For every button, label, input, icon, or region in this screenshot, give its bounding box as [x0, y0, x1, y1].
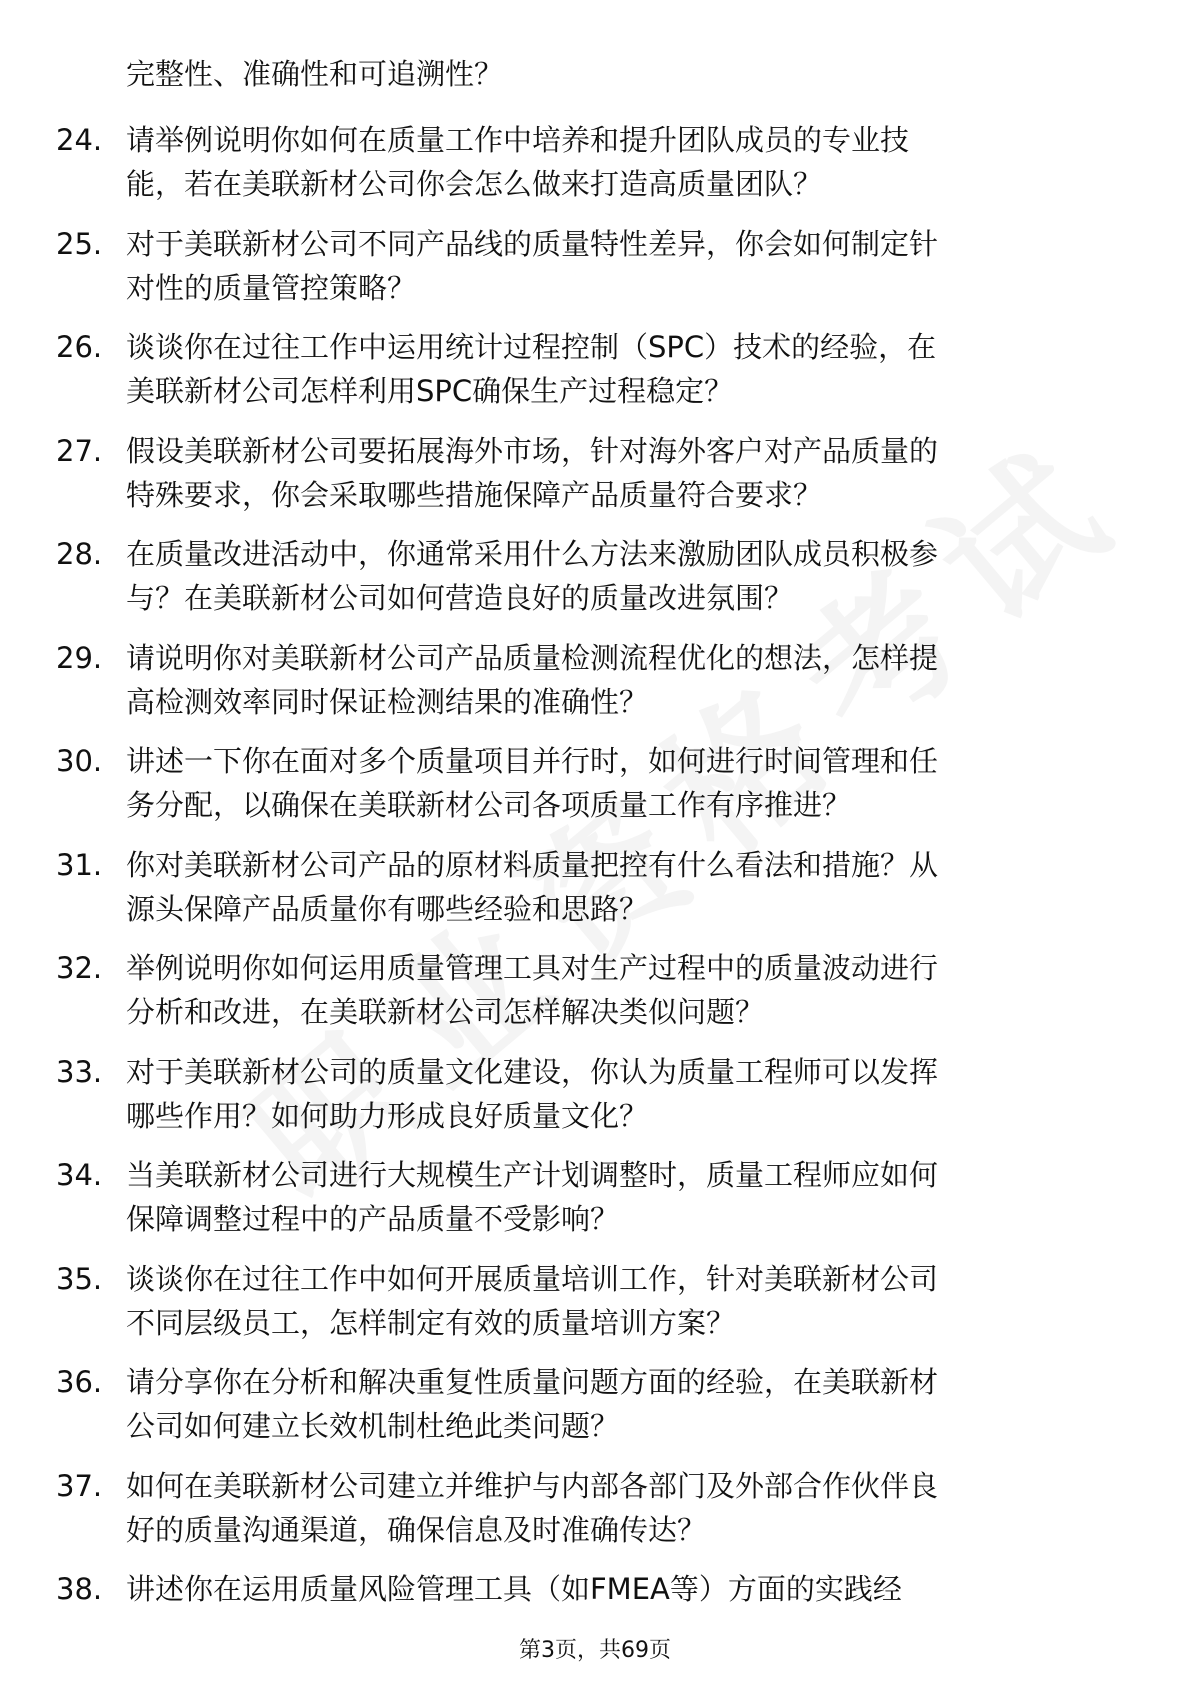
question-number: 25. [56, 226, 103, 261]
list-item [0, 843, 1190, 947]
question-number: 29. [56, 640, 103, 675]
question-text: 在质量改进活动中，你通常采用什么方法来激励团队成员积极参 与？在美联新材公司如何营造良好的质量改进氛围？ [126, 537, 939, 615]
list-item [0, 429, 1190, 533]
question-number: 35. [56, 1261, 103, 1296]
question-number: 38. [56, 1572, 103, 1606]
list-item [0, 1464, 1190, 1568]
continuation-text: 完整性、准确性和可追溯性？ [126, 57, 504, 91]
question-text: 举例说明你如何运用质量管理工具对生产过程中的质量波动进行 分析和改进，在美联新材公司怎样解决类似问题？ [126, 951, 939, 1029]
question-number: 32. [56, 951, 103, 985]
question-number: 37. [56, 1468, 103, 1503]
question-number: 28. [56, 537, 103, 571]
question-text: 如何在美联新材公司建立并维护与内部各部门及外部合作伙伴良 好的质量沟通渠道，确保信息及时准确传达？ [126, 1468, 939, 1547]
question-text: 对于美联新材公司不同产品线的质量特性差异，你会如何制定针 对性的质量管控策略？ [126, 226, 939, 305]
question-text: 当美联新材公司进行大规模生产计划调整时，质量工程师应如何 保障调整过程中的产品质量不受影响？ [126, 1158, 939, 1236]
list-item [0, 636, 1190, 740]
list-item [0, 118, 1190, 222]
question-text: 讲述你在运用质量风险管理工具（如FMEA等）方面的实践经 [126, 1572, 902, 1606]
question-text: 请分享你在分析和解决重复性质量问题方面的经验，在美联新材 公司如何建立长效机制杜绝此类问题？ [126, 1365, 939, 1443]
question-number: 34. [56, 1158, 103, 1192]
question-text: 请举例说明你如何在质量工作中培养和提升团队成员的专业技 能，若在美联新材公司你会怎么做来打造高质量团队？ [126, 123, 910, 201]
list-item [0, 1153, 1190, 1257]
question-number: 36. [56, 1365, 103, 1399]
question-text: 讲述一下你在面对多个质量项目并行时，如何进行时间管理和任 务分配，以确保在美联新材公司各项质量工作有序推进？ [126, 744, 939, 822]
question-text: 对于美联新材公司的质量文化建设，你认为质量工程师可以发挥 哪些作用？如何助力形成良好质量文化？ [126, 1054, 939, 1133]
question-text: 谈谈你在过往工作中如何开展质量培训工作，针对美联新材公司 不同层级员工，怎样制定有效的质量培训方案？ [126, 1261, 939, 1340]
question-number: 31. [56, 847, 103, 882]
list-item [0, 739, 1190, 843]
list-item [0, 222, 1190, 326]
question-text: 假设美联新材公司要拓展海外市场，针对海外客户对产品质量的 特殊要求，你会采取哪些措施保障产品质量符合要求？ [126, 433, 939, 512]
question-text: 你对美联新材公司产品的原材料质量把控有什么看法和措施？从 源头保障产品质量你有哪些经验和思路？ [126, 847, 939, 926]
question-number: 26. [56, 330, 103, 364]
page-footer: 第3页，共69页 [519, 1638, 671, 1663]
list-item [0, 946, 1190, 1050]
question-number: 27. [56, 433, 103, 468]
list-item [0, 325, 1190, 429]
list-item [0, 1257, 1190, 1361]
question-list [0, 118, 1190, 1671]
question-text: 谈谈你在过往工作中运用统计过程控制（SPC）技术的经验，在 美联新材公司怎样利用SPC确保生产过程稳定？ [126, 330, 937, 408]
list-item [0, 1050, 1190, 1154]
question-text: 请说明你对美联新材公司产品质量检测流程优化的想法，怎样提 高检测效率同时保证检测结果的准确性？ [126, 640, 939, 719]
list-item [0, 532, 1190, 636]
list-item [0, 1360, 1190, 1464]
question-number: 24. [56, 123, 103, 157]
question-number: 33. [56, 1054, 103, 1089]
question-number: 30. [56, 744, 103, 778]
